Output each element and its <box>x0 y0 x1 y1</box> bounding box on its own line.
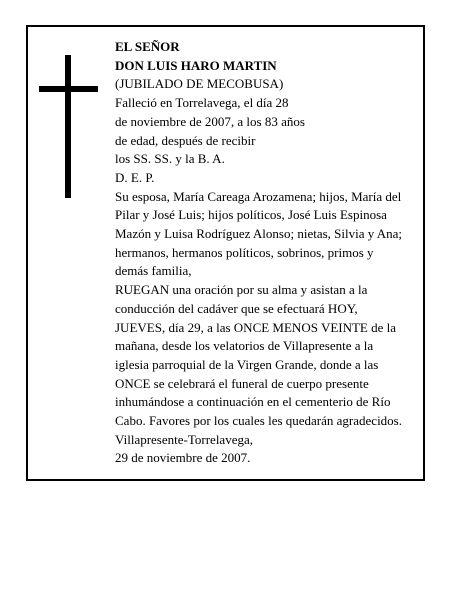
notice-line: de noviembre de 2007, a los 83 años <box>115 113 305 129</box>
notice-line: iglesia parroquial de la Virgen Grande, donde a las <box>115 356 379 372</box>
notice-line: demás familia, <box>115 263 192 279</box>
notice-line: Pilar y José Luis; hijos políticos, José Luis Espinosa <box>115 207 387 223</box>
notice-line: JUEVES, día 29, a las ONCE MENOS VEINTE de la <box>115 319 397 335</box>
notice-line: Falleció en Torrelavega, el día 28 <box>115 95 289 111</box>
notice-line: D. E. P. <box>115 169 155 185</box>
notice-line: (JUBILADO DE MECOBUSA) <box>115 76 284 92</box>
notice-text <box>115 38 420 468</box>
cross-vertical-bar <box>65 55 71 198</box>
notice-line: Cabo. Favores por los cuales les quedarán agradecidos. <box>115 413 402 429</box>
notice-line: Su esposa, María Careaga Arozamena; hijos, María del <box>115 188 402 204</box>
notice-line: los SS. SS. y la B. A. <box>115 151 225 167</box>
cross-horizontal-bar <box>39 86 98 92</box>
notice-line: 29 de noviembre de 2007. <box>115 450 251 466</box>
notice-line: hermanos, hermanos políticos, sobrinos, primos y <box>115 244 374 260</box>
notice-line: de edad, después de recibir <box>115 132 256 148</box>
notice-line: Mazón y Luisa Rodríguez Alonso; nietas, Silvia y Ana; <box>115 226 403 242</box>
notice-line: RUEGAN una oración por su alma y asistan a la <box>115 282 368 298</box>
notice-line: inhumándose a continuación en el cementerio de Río <box>115 394 391 410</box>
notice-title-line-1: EL SEÑOR <box>115 39 180 54</box>
notice-line: mañana, desde los velatorios de Villapresente a la <box>115 338 374 354</box>
notice-line: ONCE se celebrará el funeral de cuerpo presente <box>115 375 369 391</box>
notice-line: Villapresente-Torrelavega, <box>115 431 253 447</box>
cross-icon <box>39 55 98 198</box>
obituary-notice <box>26 25 425 481</box>
notice-deceased-name: DON LUIS HARO MARTIN <box>115 57 277 73</box>
notice-line: conducción del cadáver que se efectuará HOY, <box>115 300 358 316</box>
